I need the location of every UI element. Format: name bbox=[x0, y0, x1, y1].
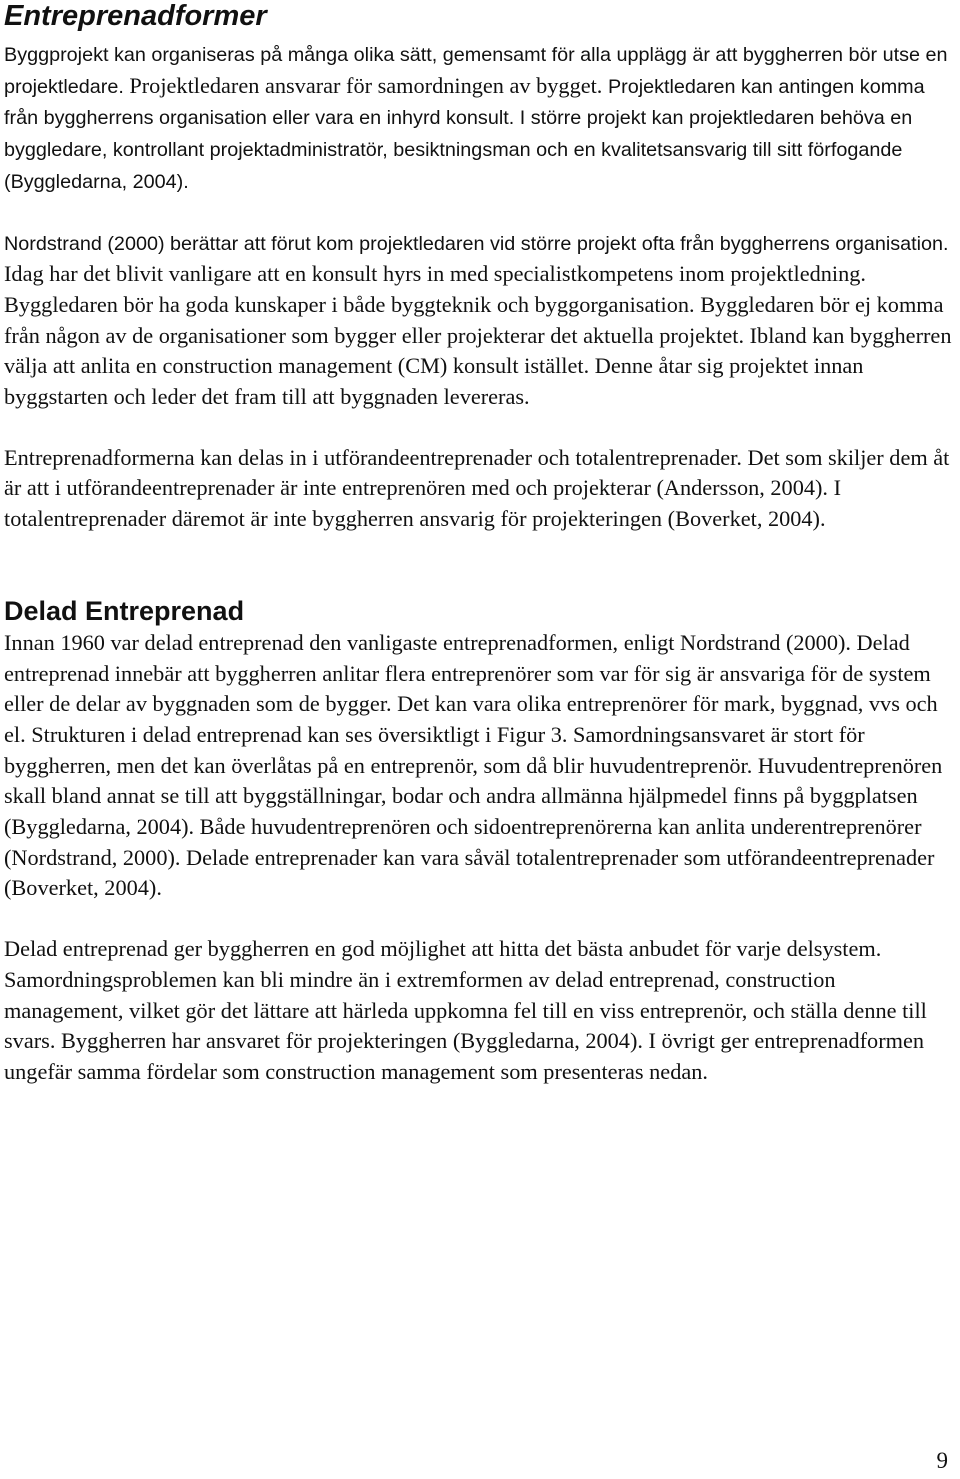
text-run: Idag har det blivit vanligare att en konsult hyrs in med specialistkompetens inom projektledning. Byggledaren bör ha goda kunskaper i både byggteknik och byggorganisation. Byggledaren bör ej komma från någon av de organisationer som bygger eller projekterar det aktuella projektet. Ibland kan byggherren välja att anlita en construction management (CM) konsult istället. Denne åtar sig projektet innan byggstarten och leder det fram till att byggnaden levereras. bbox=[4, 261, 952, 410]
paragraph-delad-entreprenad-advantages: Delad entreprenad ger byggherren en god möjlighet att hitta det bästa anbudet för varje delsystem. Samordningsproblemen kan bli mindre än i extremformen av delad entreprenad, construction management, vilket gör det lättare att härleda uppkomna fel till en viss entreprenör, och ställa denne till svars. Byggherren har ansvaret för projekteringen (Byggledarna, 2004). I övrigt ger entreprenadformen ungefär samma fördelar som construction management som presenteras nedan. bbox=[4, 936, 927, 1084]
text-run: Nordstrand (2000) berättar att förut kom projektledaren vid större projekt ofta från byggherrens organisation. bbox=[4, 232, 949, 255]
paragraph-delad-entreprenad-description: Innan 1960 var delad entreprenad den vanligaste entreprenadformen, enligt Nordstrand (2000). Delad entreprenad innebär att byggherren anlitar flera entreprenörer som var för sig är ansvariga för de system eller de delar av byggnaden som de bygger. Det kan vara olika entreprenörer för mark, byggnad, vvs och el. Strukturen i delad entreprenad kan ses översiktligt i Figur 3. Samordningsansvaret är stort för byggherren, men det kan överlåtas på en entreprenör, som då blir huvudentreprenör. Huvudentreprenören skall bland annat se till att byggställningar, bodar och andra allmänna hjälpmedel finns på byggplatsen (Byggledarna, 2004). Både huvudentreprenören och sidoentreprenörerna kan anlita underentreprenörer (Nordstrand, 2000). Delade entreprenader kan vara såväl totalentreprenader som utförandeentreprenader (Boverket, 2004). bbox=[4, 629, 943, 901]
text-run: Byggprojekt kan organiseras på många olika sätt, gemensamt för alla upplägg är att byggherren bör utse en projektledare. bbox=[4, 44, 948, 98]
paragraph-projektledare-history bbox=[4, 228, 954, 413]
section-heading-delad-entreprenad: Delad Entreprenad bbox=[4, 595, 245, 626]
text-run: Projektledaren ansvarar för samordningen av bygget. bbox=[129, 72, 608, 98]
section-heading-entreprenadformer: Entreprenadformer bbox=[4, 0, 267, 32]
page-number: 9 bbox=[936, 1448, 948, 1473]
paragraph-project-organisation bbox=[4, 39, 954, 198]
paragraph-entreprenadformer-types: Entreprenadformerna kan delas in i utförandeentreprenader och totalentreprenader. Det som skiljer dem åt är att i utförandeentreprenader är inte entreprenören med och projekterar (Andersson, 2004). I totalentreprenader däremot är inte byggherren ansvarig för projekteringen (Boverket, 2004). bbox=[4, 444, 950, 532]
document-page bbox=[4, 0, 954, 1088]
text-run: Projektledaren kan antingen komma från byggherrens organisation eller vara en inhyrd konsult. I större projekt kan projektledaren behöva en byggledare, kontrollant projektadministratör, besiktningsman och en kvalitetsansvarig till sitt förfogande (Byggledarna, 2004). bbox=[4, 75, 925, 193]
